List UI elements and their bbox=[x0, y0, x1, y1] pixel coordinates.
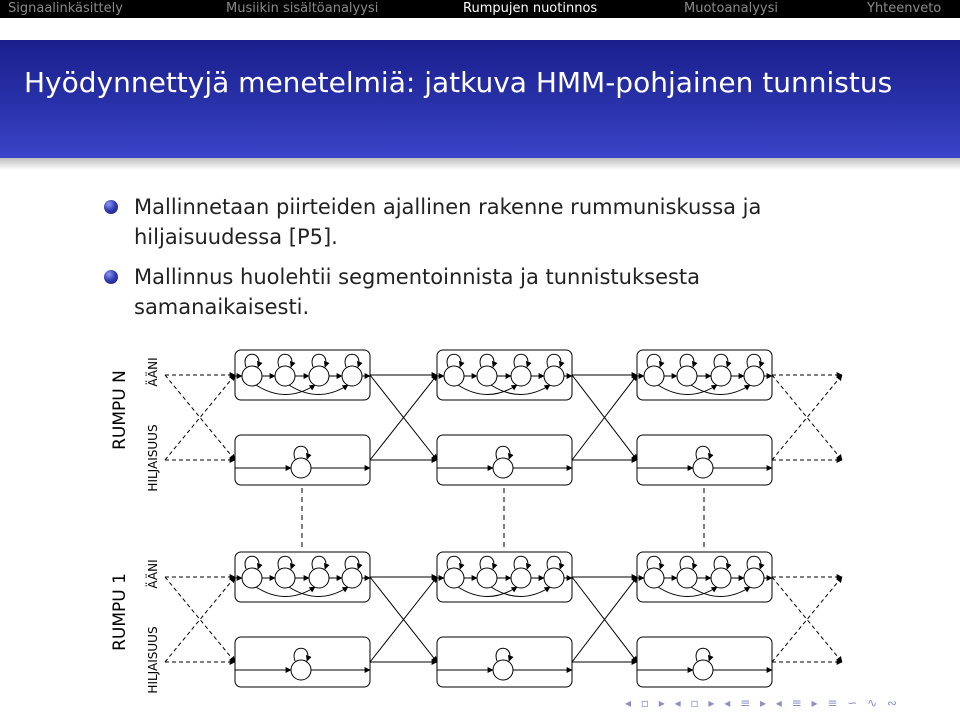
self-loop-arrow bbox=[514, 354, 528, 367]
hmm-state bbox=[511, 568, 531, 588]
hmm-state bbox=[693, 458, 713, 478]
row-label-aani: ÄÄNI bbox=[146, 357, 160, 387]
nav-item-muotoanalyysi[interactable]: Muotoanalyysi bbox=[684, 1, 779, 16]
self-loop-arrow bbox=[245, 556, 259, 569]
group-label-rumpu-n: RUMPU N bbox=[110, 370, 130, 450]
self-loop-arrow bbox=[345, 354, 359, 367]
self-loop-arrow bbox=[680, 354, 694, 367]
bullet-text-1: Mallinnetaan piirteiden ajallinen rakenne rummuniskussa ja hiljaisuudessa [P5]. bbox=[134, 195, 762, 249]
hmm-state bbox=[493, 458, 513, 478]
self-loop-arrow bbox=[345, 556, 359, 569]
self-loop-arrow bbox=[714, 556, 728, 569]
hmm-state bbox=[342, 366, 362, 386]
nav-item-signaalinkasittely[interactable]: Signaalinkäsittely bbox=[8, 1, 123, 16]
self-loop-arrow bbox=[647, 556, 661, 569]
hmm-state bbox=[644, 568, 664, 588]
self-loop-arrow bbox=[547, 354, 561, 367]
hmm-state bbox=[444, 366, 464, 386]
self-loop-arrow bbox=[696, 446, 710, 459]
self-loop-arrow bbox=[496, 446, 510, 459]
hmm-state bbox=[477, 568, 497, 588]
hmm-state bbox=[511, 366, 531, 386]
hmm-state bbox=[291, 660, 311, 680]
self-loop-arrow bbox=[278, 556, 292, 569]
self-loop-arrow bbox=[747, 354, 761, 367]
self-loop-arrow bbox=[312, 556, 326, 569]
self-loop-arrow bbox=[496, 648, 510, 661]
beamer-navigation-symbols[interactable]: ◂ ▫ ▸ ◂ ▫ ▸ ◂ ≡ ▸ ◂ ≡ ▸ ≡ ∽ ∿ ∾ bbox=[625, 696, 900, 710]
hmm-state bbox=[744, 366, 764, 386]
bullet-icon bbox=[104, 270, 118, 284]
hmm-state bbox=[544, 366, 564, 386]
title-bar-shadow bbox=[0, 158, 960, 170]
self-loop-arrow bbox=[647, 354, 661, 367]
self-loop-arrow bbox=[514, 556, 528, 569]
hmm-network-diagram bbox=[0, 330, 960, 715]
self-loop-arrow bbox=[245, 354, 259, 367]
hmm-state bbox=[275, 568, 295, 588]
bullet-icon bbox=[104, 200, 118, 214]
hmm-state bbox=[291, 458, 311, 478]
hmm-state bbox=[544, 568, 564, 588]
hmm-state bbox=[309, 568, 329, 588]
nav-item-yhteenveto[interactable]: Yhteenveto bbox=[867, 1, 942, 16]
hmm-state bbox=[309, 366, 329, 386]
hmm-state bbox=[744, 568, 764, 588]
row-label-hiljaisuus: HILJAISUUS bbox=[146, 626, 160, 694]
self-loop-arrow bbox=[447, 354, 461, 367]
hmm-state bbox=[711, 366, 731, 386]
row-label-aani: ÄÄNI bbox=[146, 559, 160, 589]
hmm-state bbox=[477, 366, 497, 386]
self-loop-arrow bbox=[294, 648, 308, 661]
hmm-state bbox=[677, 568, 697, 588]
self-loop-arrow bbox=[480, 354, 494, 367]
self-loop-arrow bbox=[480, 556, 494, 569]
self-loop-arrow bbox=[278, 354, 292, 367]
hmm-state bbox=[242, 366, 262, 386]
slide-title: Hyödynnettyjä menetelmiä: jatkuva HMM-pohjainen tunnistus bbox=[24, 66, 893, 99]
self-loop-arrow bbox=[547, 556, 561, 569]
self-loop-arrow bbox=[747, 556, 761, 569]
nav-item-rumpujen-nuotinnos[interactable]: Rumpujen nuotinnos bbox=[463, 1, 598, 16]
row-label-hiljaisuus: HILJAISUUS bbox=[146, 424, 160, 492]
hmm-state bbox=[693, 660, 713, 680]
hmm-state bbox=[711, 568, 731, 588]
navigation-bar bbox=[0, 0, 960, 18]
hmm-state bbox=[342, 568, 362, 588]
hmm-state bbox=[644, 366, 664, 386]
self-loop-arrow bbox=[714, 354, 728, 367]
group-label-rumpu-1: RUMPU 1 bbox=[110, 573, 130, 651]
bullet-text-2: Mallinnus huolehtii segmentoinnista ja tunnistuksesta samanaikaisesti. bbox=[134, 265, 701, 319]
hmm-state bbox=[493, 660, 513, 680]
self-loop-arrow bbox=[312, 354, 326, 367]
hmm-state bbox=[275, 366, 295, 386]
hmm-state bbox=[677, 366, 697, 386]
self-loop-arrow bbox=[680, 556, 694, 569]
self-loop-arrow bbox=[696, 648, 710, 661]
hmm-state bbox=[242, 568, 262, 588]
self-loop-arrow bbox=[294, 446, 308, 459]
self-loop-arrow bbox=[447, 556, 461, 569]
hmm-state bbox=[444, 568, 464, 588]
nav-item-musiikin-sisaltoanalyysi[interactable]: Musiikin sisältöanalyysi bbox=[226, 1, 379, 16]
